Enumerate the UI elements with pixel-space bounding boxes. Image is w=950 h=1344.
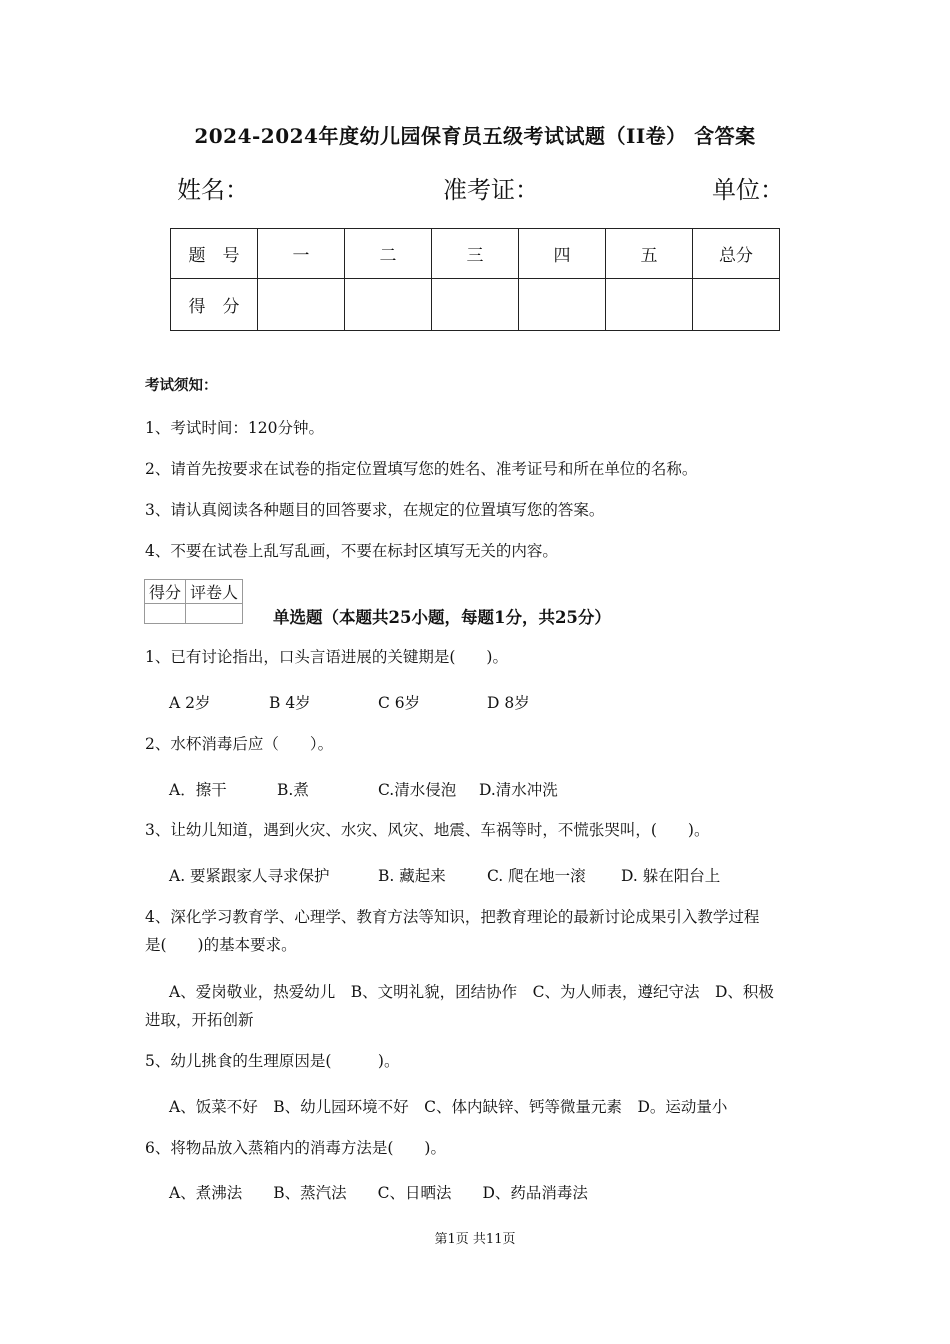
- grader-label: 评卷人: [186, 580, 243, 604]
- question-stem: 3、让幼儿知道，遇到火灾、水灾、风灾、地震、车祸等时，不慌张哭叫，( )。: [145, 821, 710, 839]
- score-table-cell: 二: [345, 229, 432, 279]
- score-table-cell: 得 分: [171, 279, 258, 331]
- score-table-cell: 总分: [693, 229, 780, 279]
- option: B. 藏起来: [378, 867, 446, 885]
- score-table-cell: 三: [432, 229, 519, 279]
- exam-number-label: 准考证：: [443, 176, 539, 204]
- score-table-cell: 四: [519, 229, 606, 279]
- score-table-header-row: [171, 229, 780, 279]
- question-stem: 1、已有讨论指出，口头言语进展的关键期是( )。: [145, 648, 508, 666]
- grader-name-cell: [186, 604, 243, 624]
- page-footer: 第1页 共11页: [434, 1232, 516, 1247]
- score-entry-cell: [519, 279, 606, 331]
- grader-score-cell: [145, 604, 186, 624]
- option: A．擦干: [169, 781, 227, 799]
- option: D 8岁: [487, 694, 530, 712]
- option: 进取，开拓创新: [145, 1011, 254, 1029]
- option: A 2岁: [169, 694, 211, 712]
- option: A、爱岗敬业，热爱幼儿 B、文明礼貌，团结协作 C、为人师表，遵纪守法 D、积极: [169, 983, 774, 1001]
- question-stem: 6、将物品放入蒸箱内的消毒方法是( )。: [145, 1139, 446, 1157]
- score-entry-cell: [693, 279, 780, 331]
- section-title: 单选题（本题共25小题，每题1分，共25分）: [273, 608, 611, 627]
- option: A、煮沸法 B、蒸汽法 C、日晒法 D、药品消毒法: [169, 1184, 588, 1202]
- option: B.煮: [277, 781, 309, 799]
- grader-score-label: 得分: [145, 580, 186, 604]
- score-table-cell: 题 号: [171, 229, 258, 279]
- score-table-cell: 五: [606, 229, 693, 279]
- option: A、饭菜不好 B、幼儿园环境不好 C、体内缺锌、钙等微量元素 D。运动量小: [169, 1098, 728, 1116]
- option: B 4岁: [269, 694, 311, 712]
- option: C.清水侵泡: [378, 781, 457, 799]
- option: D. 躲在阳台上: [621, 867, 721, 885]
- score-table-score-row: [171, 279, 780, 331]
- page-title: 2024-2024年度幼儿园保育员五级考试试题（II卷） 含答案: [194, 124, 756, 148]
- question-stem: 是( )的基本要求。: [145, 936, 297, 954]
- notice-heading: 考试须知：: [145, 377, 218, 394]
- grader-box: [144, 579, 243, 624]
- unit-label: 单位：: [712, 176, 784, 204]
- question-stem: 2、水杯消毒后应（ ）。: [145, 735, 334, 753]
- notice-item: 1、考试时间：120分钟。: [145, 419, 324, 437]
- score-entry-cell: [345, 279, 432, 331]
- option: A. 要紧跟家人寻求保护: [169, 867, 330, 885]
- notice-item: 3、请认真阅读各种题目的回答要求，在规定的位置填写您的答案。: [145, 501, 605, 519]
- notice-item: 2、请首先按要求在试卷的指定位置填写您的姓名、准考证号和所在单位的名称。: [145, 460, 698, 478]
- score-entry-cell: [258, 279, 345, 331]
- option: C. 爬在地一滚: [487, 867, 586, 885]
- question-stem: 4、深化学习教育学、心理学、教育方法等知识，把教育理论的最新讨论成果引入教学过程: [145, 908, 760, 926]
- name-label: 姓名：: [177, 176, 249, 204]
- option: D.清水冲洗: [479, 781, 558, 799]
- notice-item: 4、不要在试卷上乱写乱画，不要在标封区填写无关的内容。: [145, 542, 558, 560]
- option: C 6岁: [378, 694, 421, 712]
- score-table: [170, 228, 780, 331]
- question-stem: 5、幼儿挑食的生理原因是( )。: [145, 1052, 400, 1070]
- score-entry-cell: [432, 279, 519, 331]
- score-entry-cell: [606, 279, 693, 331]
- score-table-cell: 一: [258, 229, 345, 279]
